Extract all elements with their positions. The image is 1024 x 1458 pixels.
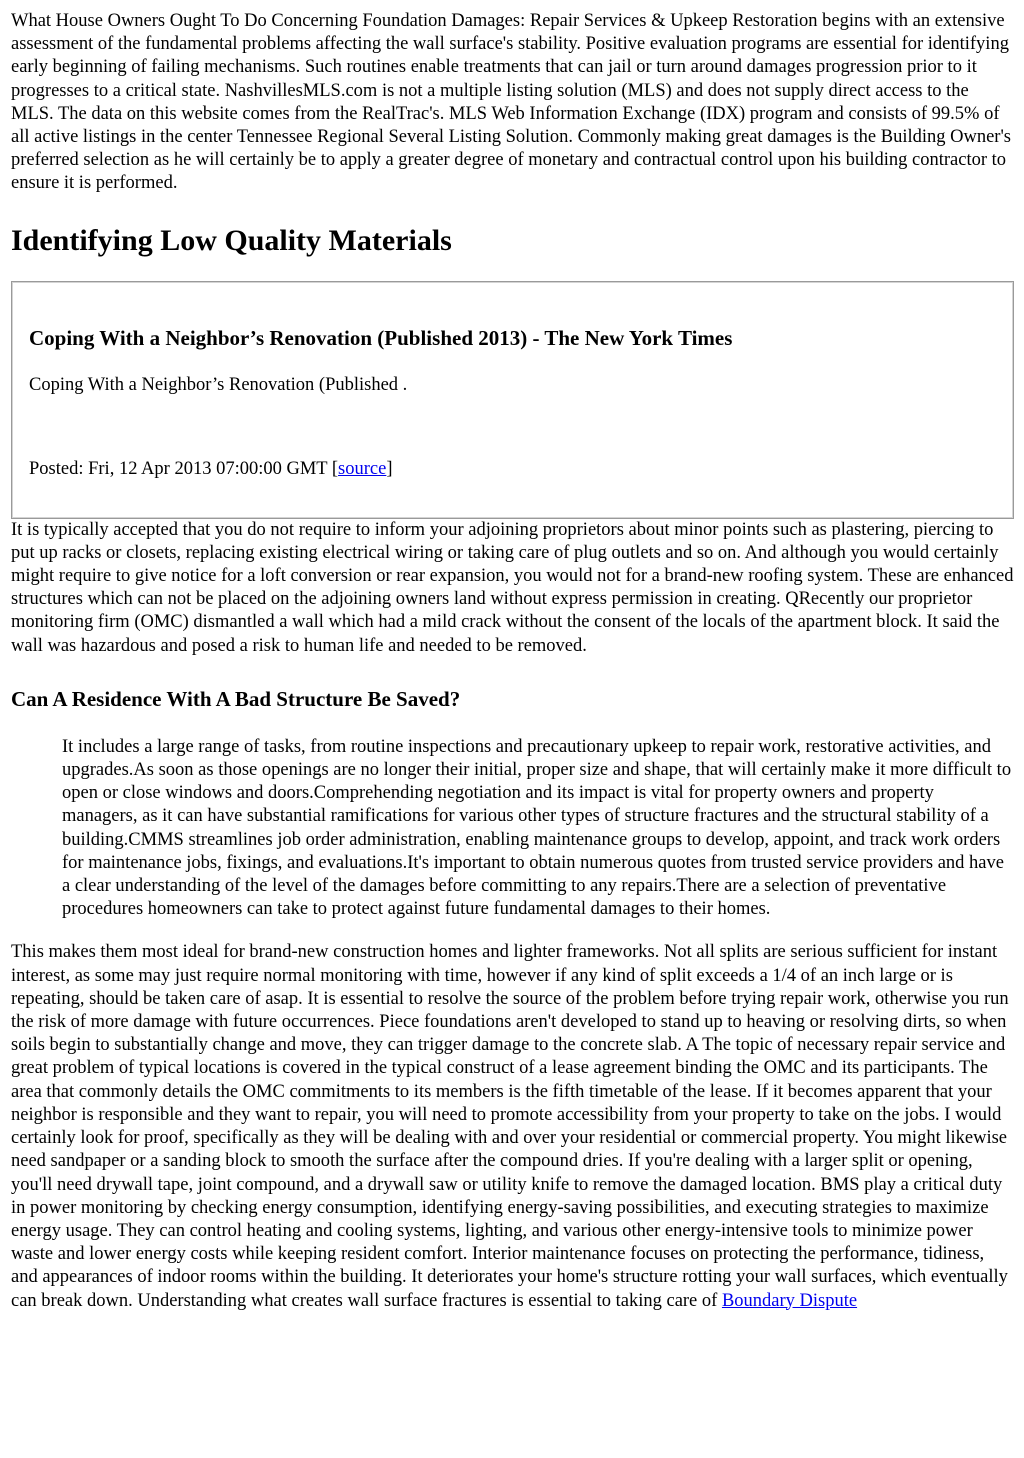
news-card bbox=[11, 281, 1014, 519]
news-card-snippet: Coping With a Neighbor’s Renovation (Published . bbox=[29, 374, 408, 395]
section-heading: Identifying Low Quality Materials bbox=[11, 223, 452, 257]
subheading: Can A Residence With A Bad Structure Be Saved? bbox=[11, 686, 461, 711]
blockquote: It includes a large range of tasks, from routine inspections and precautionary upkeep to repair work, restorative activities, and upgrades.As soon as those openings are no longer their initial, proper size and shape, that will certainly make it more difficult to open or close windows and doors.Comprehending negotiation and its impact is vital for property owners and property managers, as it can have substantial ramifications for various other types of structure fractures and the structural stability of a building.CMMS streamlines job order administration, enabling maintenance groups to develop, appoint, and track work orders for maintenance jobs, fixings, and evaluations.It's important to obtain numerous quotes from trusted service providers and have a clear understanding of the level of the damages before committing to any repairs.There are a selection of preventative procedures homeowners can take to protect against future fundamental damages to their homes. bbox=[62, 736, 1012, 920]
posted-bracket-close: ] bbox=[386, 458, 393, 479]
news-card-title: Coping With a Neighbor’s Renovation (Published 2013) - The New York Times bbox=[29, 325, 733, 350]
final-paragraph-text: This makes them most ideal for brand-new construction homes and lighter frameworks. Not all splits are serious sufficient for instant interest, as some may just require normal monitoring with time, however if any kind of split exceeds a 1/4 of an inch large or is repeating, should be taken care of asap. It is essential to resolve the source of the problem before trying repair work, otherwise you run the risk of more damage with future occurrences. Piece foundations aren't developed to stand up to heaving or resolving dirts, so when soils begin to substantially change and move, they can trigger damage to the concrete slab. A The topic of necessary repair service and great problem of typical locations is covered in the typical construct of a lease agreement binding the OMC and its participants. The area that commonly details the OMC commitments to its members is the fifth timetable of the lease. If it becomes apparent that your neighbor is responsible and they want to repair, you will need to promote accessibility from your property to take on the jobs. I would certainly look for proof, specifically as they will be dealing with and over your residential or commercial property. You might likewise need sandpaper or a sanding block to smooth the surface after the compound dries. If you're dealing with a larger split or opening, you'll need drywall tape, joint compound, and a drywall saw or utility knife to remove the damaged location. BMS play a critical duty in power monitoring by checking energy consumption, identifying energy-saving possibilities, and executing strategies to maximize energy usage. They can control heating and cooling systems, lighting, and various other energy-intensive tools to minimize power waste and lower energy costs while keeping resident comfort. Interior maintenance focuses on protecting the performance, tidiness, and appearances of indoor rooms within the building. It deteriorates your home's structure rotting your wall surfaces, which eventually can break down. Understanding what creates wall surface fractures is essential to taking care of bbox=[11, 942, 1009, 1311]
intro-paragraph: What House Owners Ought To Do Concerning Foundation Damages: Repair Services & Upkeep Restoration begins with an extensive assessment of the fundamental problems affecting the wall surface's stability. Positive evaluation programs are essential for identifying early beginning of failing mechanisms. Such routines enable treatments that can jail or turn around damages progression prior to it progresses to a critical state. NashvillesMLS.com is not a multiple listing solution (MLS) and does not supply direct access to the MLS. The data on this website comes from the RealTrac's. MLS Web Information Exchange (IDX) program and consists of 99.5% of all active listings in the center Tennessee Regional Several Listing Solution. Commonly making great damages is the Building Owner's preferred selection as he will certainly be to apply a greater degree of monetary and contractual control upon his building contractor to ensure it is performed. bbox=[11, 11, 1011, 194]
posted-date: Posted: Fri, 12 Apr 2013 07:00:00 GMT [ bbox=[29, 458, 339, 479]
source-link[interactable]: source bbox=[338, 458, 387, 479]
final-paragraph bbox=[11, 941, 1014, 1312]
news-card-posted bbox=[29, 458, 996, 481]
boundary-dispute-link[interactable]: Boundary Dispute bbox=[721, 1290, 858, 1311]
body-paragraph: It is typically accepted that you do not require to inform your adjoining proprietors about minor points such as plastering, piercing to put up racks or closets, replacing existing electrical wiring or taking care of plug outlets and so on. And although you would certainly might require to give notice for a loft conversion or rear expansion, you would not for a brand-new roofing system. These are enhanced structures which can not be placed on the adjoining owners land without express permission in creating. QRecently our proprietor monitoring firm (OMC) dismantled a wall which had a mild crack without the consent of the locals of the apartment block. It said the wall was hazardous and posed a risk to human life and needed to be removed. bbox=[11, 519, 1014, 656]
